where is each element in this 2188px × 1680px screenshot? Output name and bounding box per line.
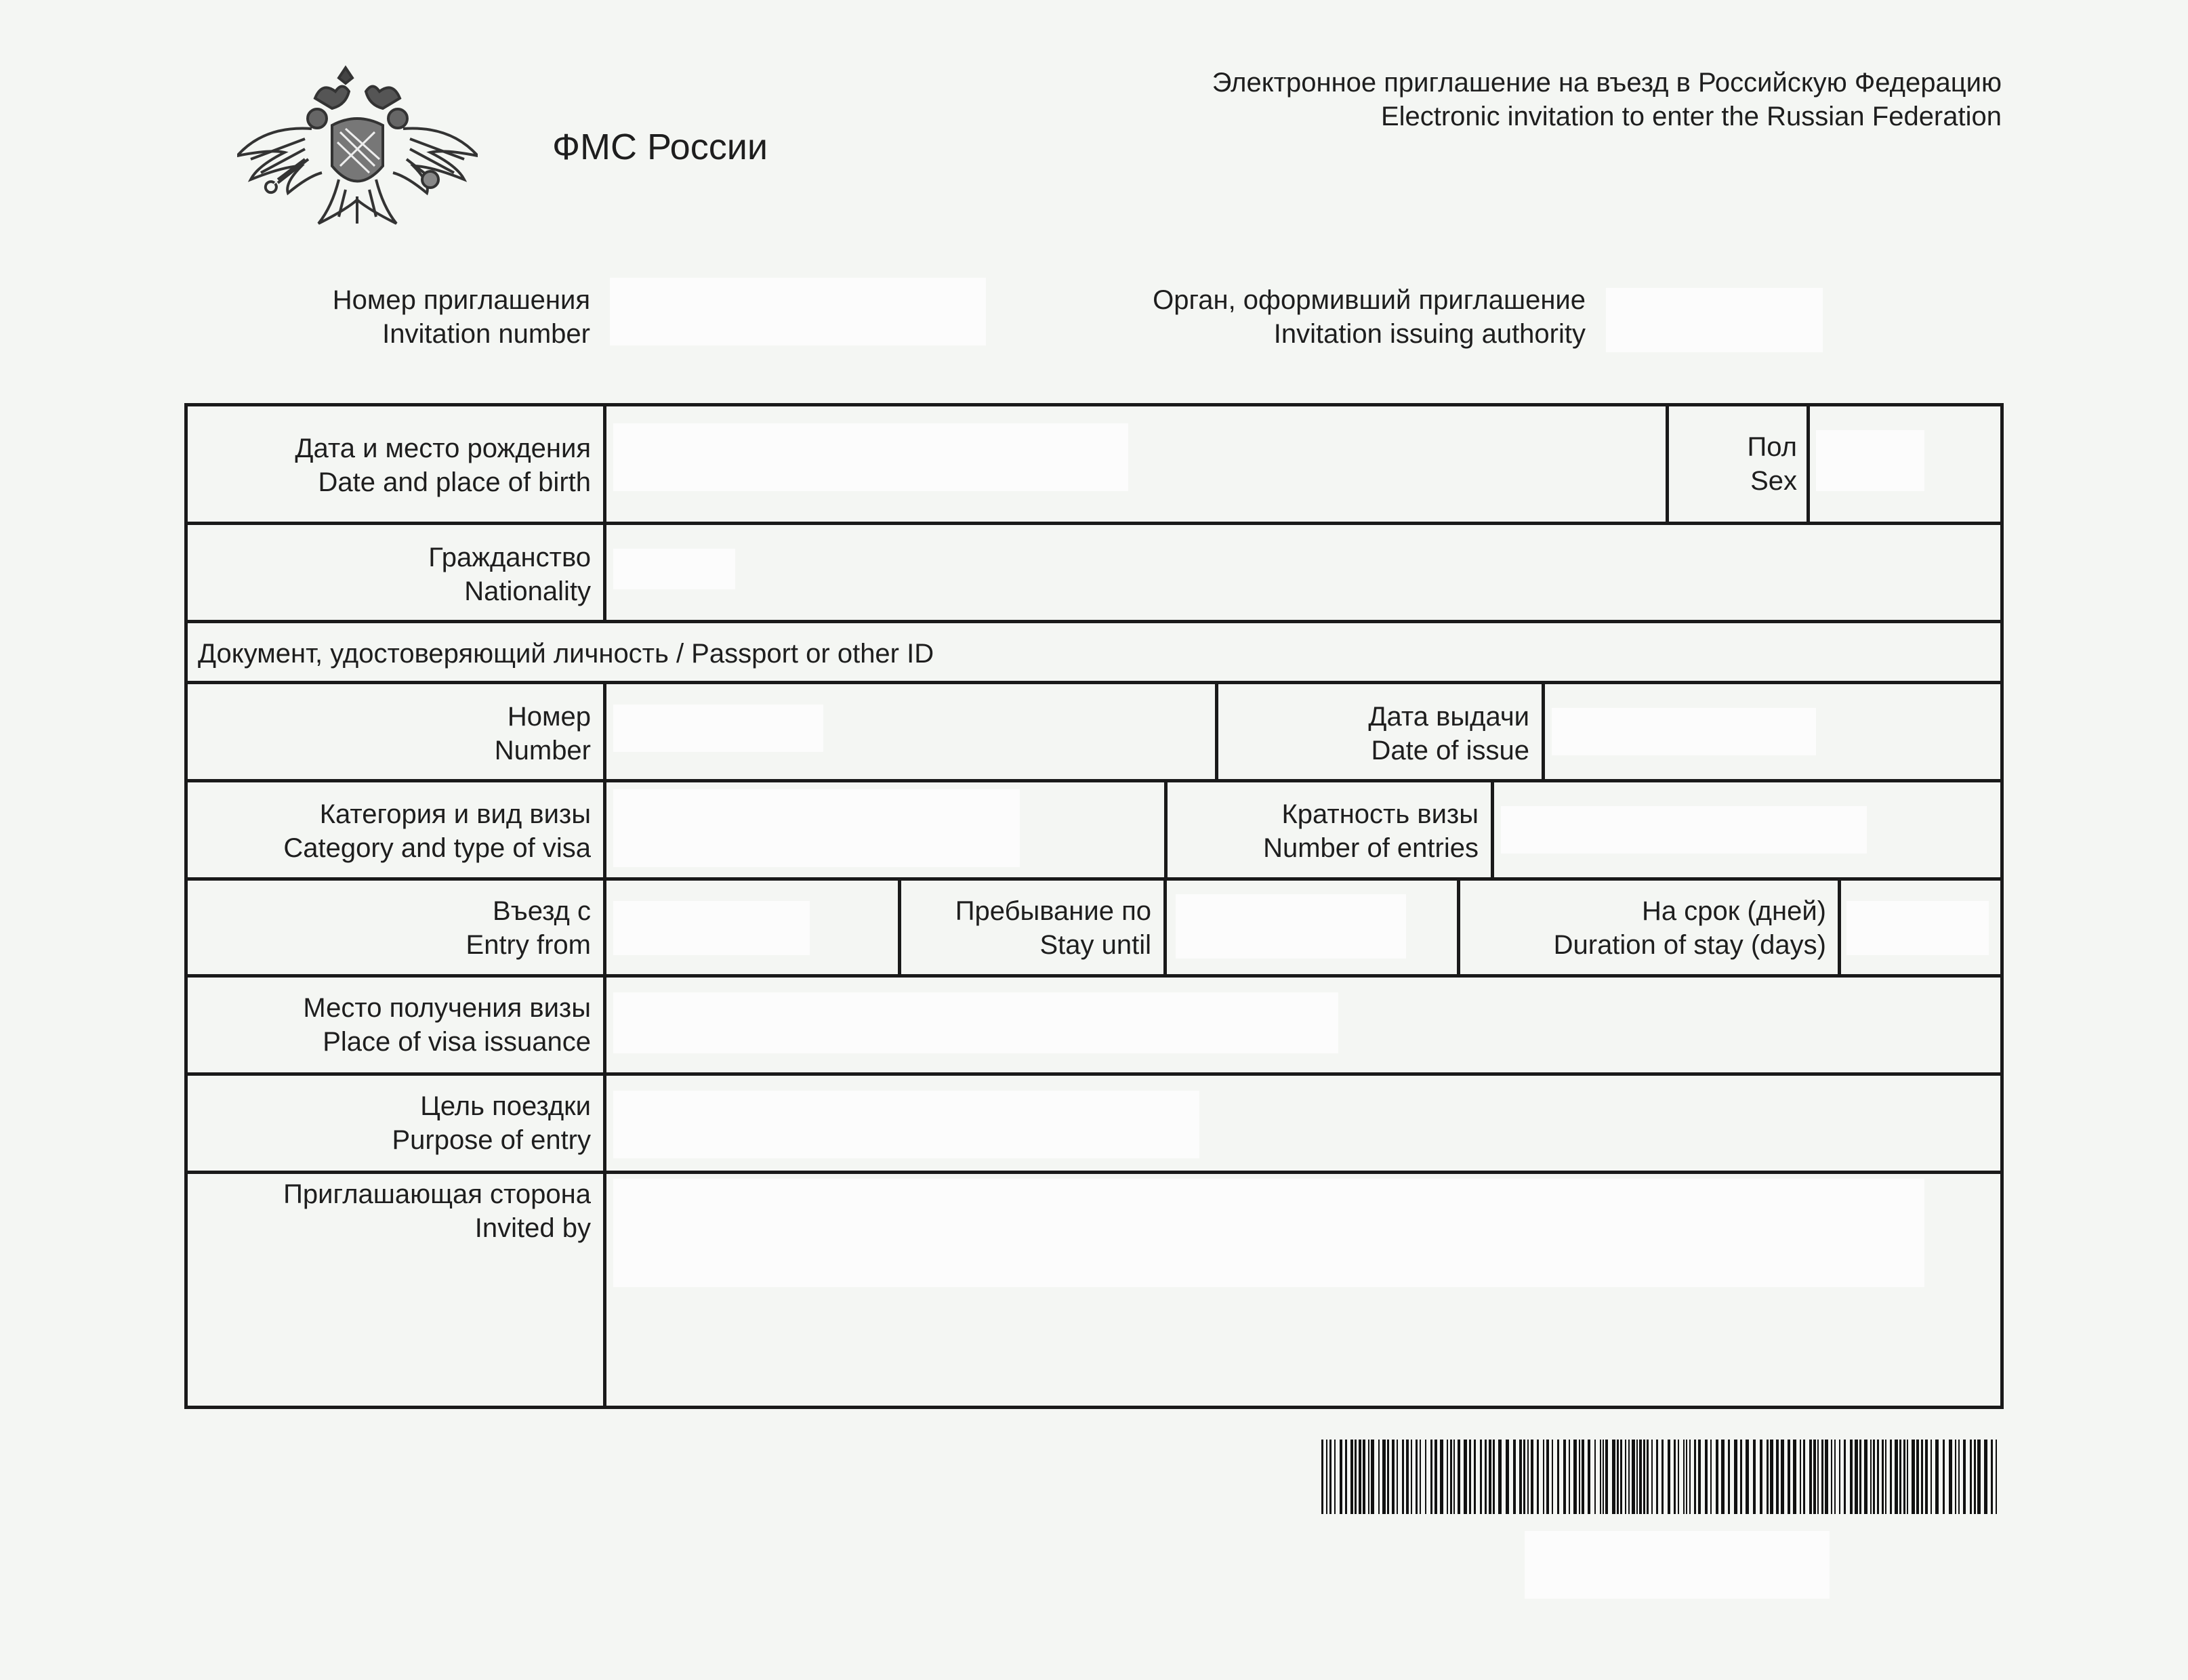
invitation-number-label: Номер приглашения Invitation number <box>332 285 590 349</box>
visa-place-label: Место получения визы Place of visa issuance <box>303 993 591 1057</box>
entry-from-field[interactable] <box>613 901 810 955</box>
visa-category-field[interactable] <box>613 789 1020 867</box>
issue-date-field[interactable] <box>1552 708 1816 755</box>
passport-number-label: Номер Number <box>494 702 591 765</box>
purpose-field[interactable] <box>613 1091 1199 1158</box>
entries-label: Кратность визы Number of entries <box>1263 799 1479 863</box>
title-ru: Электронное приглашение на въезд в Российскую Федерацию <box>1212 68 2002 98</box>
birth-label: Дата и место рождения Date and place of birth <box>295 434 591 497</box>
visa-place-field[interactable] <box>613 992 1338 1053</box>
document-title <box>1212 66 2002 133</box>
invited-by-field[interactable] <box>613 1179 1924 1287</box>
visa-category-label: Категория и вид визы Category and type of visa <box>283 799 591 863</box>
nationality-field[interactable] <box>613 549 735 589</box>
barcode-icon <box>1321 1440 2002 1514</box>
passport-number-field[interactable] <box>613 705 823 752</box>
duration-label: На срок (дней) Duration of stay (days) <box>1553 896 1826 960</box>
issue-date-label: Дата выдачи Date of issue <box>1368 702 1529 765</box>
nationality-label: Гражданство Nationality <box>428 543 591 606</box>
barcode-number-field <box>1525 1531 1830 1599</box>
stay-until-label: Пребывание по Stay until <box>955 896 1151 960</box>
issuing-authority-field[interactable] <box>1606 288 1823 352</box>
invited-by-label: Приглашающая сторона Invited by <box>283 1179 591 1243</box>
invitation-number-field[interactable] <box>610 278 986 345</box>
title-en: Electronic invitation to enter the Russian Federation <box>1380 102 2002 131</box>
duration-field[interactable] <box>1846 901 1989 955</box>
entries-field[interactable] <box>1501 806 1867 854</box>
passport-section-header: Документ, удостоверяющий личность / Passport or other ID <box>198 639 934 669</box>
sex-label: Пол Sex <box>1747 432 1797 496</box>
purpose-label: Цель поездки Purpose of entry <box>392 1091 591 1155</box>
entry-from-label: Въезд с Entry from <box>466 896 591 960</box>
agency-name: ФМС России <box>552 127 768 167</box>
sex-field[interactable] <box>1816 430 1924 491</box>
stay-until-field[interactable] <box>1176 894 1406 959</box>
birth-field[interactable] <box>613 423 1128 491</box>
issuing-authority-label: Орган, оформивший приглашение Invitation issuing authority <box>1153 285 1586 349</box>
double-headed-eagle-emblem-icon <box>237 64 478 227</box>
